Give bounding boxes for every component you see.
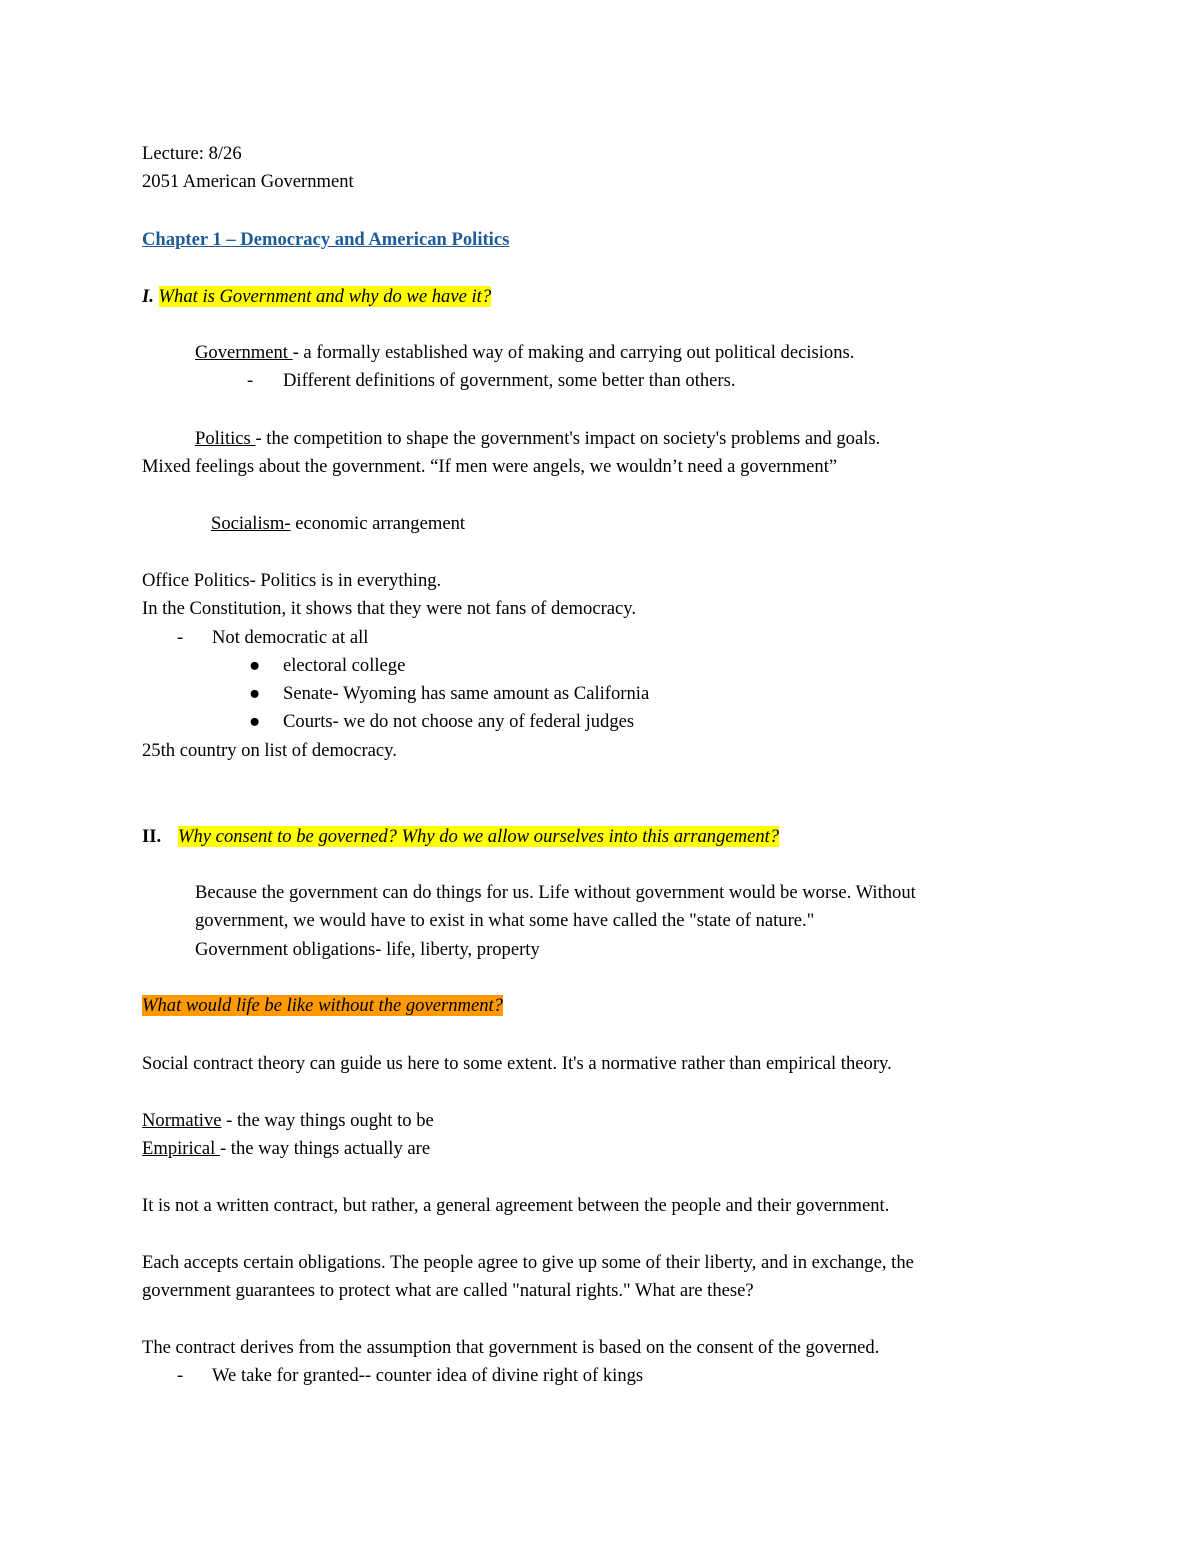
dash-marker: - [177,627,184,648]
normative-term: Normative [142,1110,222,1131]
politics-def: - the competition to shape the government's impact on society's problems and goals. [255,428,881,449]
government-note: Different definitions of government, some better than others. [283,370,736,391]
bullet-symbol: ● [249,711,261,732]
bullet-courts: Courts- we do not choose any of federal judges [283,711,635,732]
politics-definition [195,425,880,453]
contract-derives: The contract derives from the assumption that government is based on the consent of the governed. [142,1337,880,1358]
section1-numeral: I. [142,286,154,307]
empirical-term: Empirical [142,1138,220,1159]
section1-heading [142,283,491,311]
mixed-feelings: Mixed feelings about the government. “If men were angels, we wouldn’t need a government” [142,456,838,477]
bullet-electoral: electoral college [283,655,406,676]
section1-question: What is Government and why do we have it? [158,286,492,307]
office-politics: Office Politics- Politics is in everything. [142,570,442,591]
because-line2: government, we would have to exist in what some have called the "state of nature." [195,910,815,931]
normative-def: - the way things ought to be [221,1110,434,1131]
obligations-line2: government guarantees to protect what are called "natural rights." What are these? [142,1280,754,1301]
not-written-contract: It is not a written contract, but rather, a general agreement between the people and their government. [142,1195,890,1216]
orange-question: What would life be like without the government? [142,995,503,1016]
obligations-line1: Each accepts certain obligations. The people agree to give up some of their liberty, and in exchange, the [142,1252,914,1273]
bullet-symbol: ● [249,683,261,704]
empirical-definition [142,1135,430,1163]
section2-heading [142,823,779,851]
socialism-term: Socialism- [211,513,291,534]
empirical-def: - the way things actually are [219,1138,431,1159]
bullet-senate: Senate- Wyoming has same amount as California [283,683,650,704]
government-term: Government [195,342,293,363]
course-title: 2051 American Government [142,171,354,192]
normative-definition [142,1107,434,1135]
divine-right: We take for granted-- counter idea of divine right of kings [212,1365,644,1386]
democracy-ranking: 25th country on list of democracy. [142,740,397,761]
section2-numeral: II. [142,826,162,847]
socialism-definition [211,510,465,538]
constitution-note: In the Constitution, it shows that they were not fans of democracy. [142,598,637,619]
government-definition [195,339,854,367]
section2-question: Why consent to be governed? Why do we allow ourselves into this arrangement? [178,826,780,847]
social-contract: Social contract theory can guide us here to some extent. It's a normative rather than empirical theory. [142,1053,892,1074]
government-dash: - [247,370,254,391]
socialism-def: economic arrangement [290,513,466,534]
lecture-date: Lecture: 8/26 [142,143,242,164]
bullet-symbol: ● [249,655,261,676]
chapter-title: Chapter 1 – Democracy and American Politics [142,229,510,250]
politics-term: Politics [195,428,256,449]
because-line1: Because the government can do things for us. Life without government would be worse. Without [195,882,916,903]
orange-question-wrap [142,992,503,1020]
not-democratic: Not democratic at all [212,627,369,648]
government-obligations: Government obligations- life, liberty, property [195,939,540,960]
government-def: - a formally established way of making and carrying out political decisions. [292,342,855,363]
dash-marker: - [177,1365,184,1386]
